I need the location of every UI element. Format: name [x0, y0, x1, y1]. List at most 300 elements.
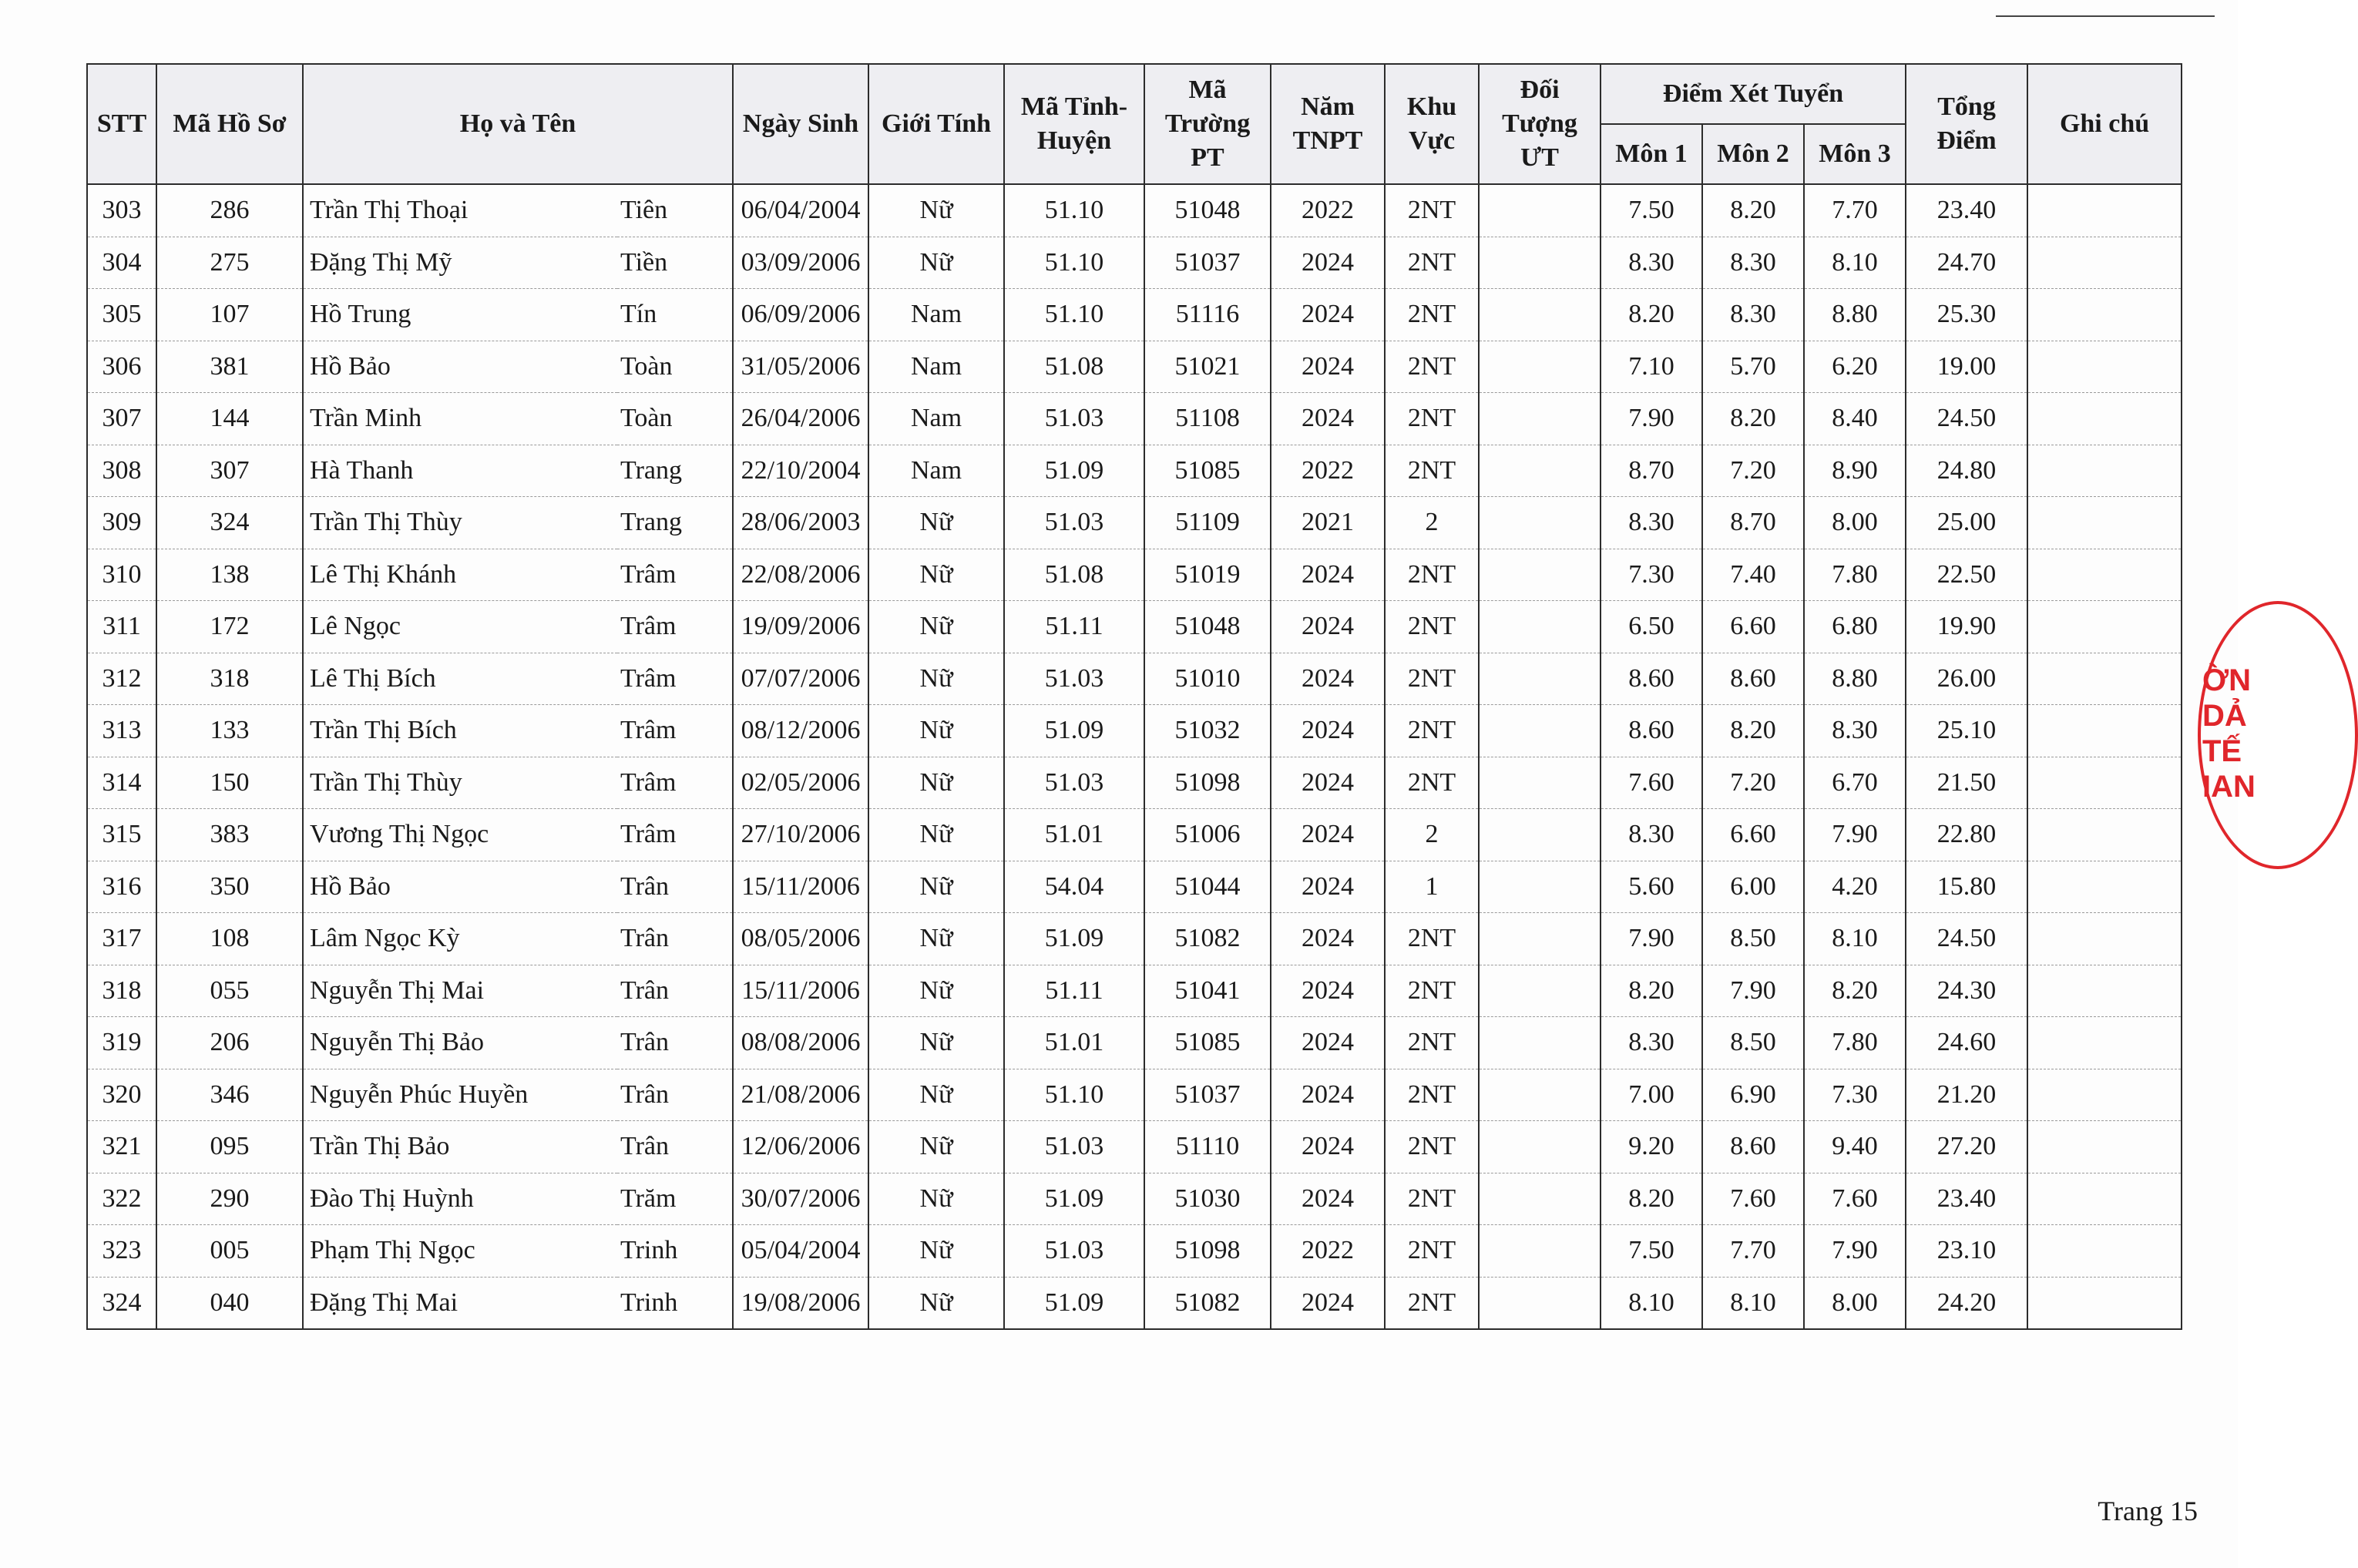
cell-ho-dem: Trần Thị Thùy: [303, 497, 617, 549]
cell-tong-diem: 24.30: [1906, 965, 2027, 1017]
cell-ma-ho-so: 275: [156, 237, 303, 289]
cell-doi-tuong-ut: [1479, 497, 1601, 549]
cell-doi-tuong-ut: [1479, 549, 1601, 601]
cell-nam-tnpt: 2022: [1271, 445, 1385, 497]
cell-ngay-sinh: 15/11/2006: [733, 861, 868, 913]
cell-ma-truong-pt: 51116: [1144, 289, 1271, 341]
cell-ten: Trang: [617, 445, 733, 497]
cell-nam-tnpt: 2024: [1271, 757, 1385, 809]
table-row: [87, 1069, 2182, 1121]
cell-mon1: 8.30: [1601, 1017, 1702, 1069]
cell-ma-truong-pt: 51085: [1144, 1017, 1271, 1069]
cell-ten: Tín: [617, 289, 733, 341]
cell-doi-tuong-ut: [1479, 393, 1601, 445]
header-khu-vuc: Khu Vực: [1385, 64, 1479, 184]
cell-ma-truong-pt: 51110: [1144, 1121, 1271, 1173]
cell-ho-dem: Nguyễn Phúc Huyền: [303, 1069, 617, 1121]
cell-nam-tnpt: 2024: [1271, 1173, 1385, 1225]
cell-khu-vuc: 2NT: [1385, 1017, 1479, 1069]
cell-tong-diem: 24.80: [1906, 445, 2027, 497]
cell-ma-ho-so: 107: [156, 289, 303, 341]
cell-tong-diem: 25.30: [1906, 289, 2027, 341]
cell-ma-ho-so: 040: [156, 1277, 303, 1329]
cell-ma-truong-pt: 51021: [1144, 341, 1271, 393]
cell-tong-diem: 22.50: [1906, 549, 2027, 601]
cell-stt: 312: [87, 653, 156, 705]
cell-ten: Trinh: [617, 1225, 733, 1278]
table-row: [87, 757, 2182, 809]
cell-mon3: 8.20: [1804, 965, 1906, 1017]
cell-mon2: 8.20: [1702, 705, 1804, 757]
cell-ma-ho-so: 005: [156, 1225, 303, 1278]
cell-ten: Trâm: [617, 705, 733, 757]
cell-khu-vuc: 2NT: [1385, 705, 1479, 757]
table-row: [87, 1225, 2182, 1278]
cell-mon2: 7.70: [1702, 1225, 1804, 1278]
cell-mon3: 7.90: [1804, 809, 1906, 861]
cell-khu-vuc: 2NT: [1385, 965, 1479, 1017]
cell-mon1: 7.50: [1601, 184, 1702, 237]
cell-ghi-chu: [2027, 653, 2182, 705]
cell-ma-tinh-huyen: 54.04: [1004, 861, 1144, 913]
cell-ma-truong-pt: 51082: [1144, 1277, 1271, 1329]
cell-ho-dem: Lê Ngọc: [303, 601, 617, 653]
cell-mon3: 7.90: [1804, 1225, 1906, 1278]
cell-ho-dem: Hồ Bảo: [303, 861, 617, 913]
table-row: [87, 341, 2182, 393]
cell-khu-vuc: 2NT: [1385, 913, 1479, 965]
cell-ma-tinh-huyen: 51.01: [1004, 809, 1144, 861]
cell-tong-diem: 23.10: [1906, 1225, 2027, 1278]
cell-mon3: 7.30: [1804, 1069, 1906, 1121]
admission-score-table: [86, 63, 2181, 1330]
cell-mon3: 8.80: [1804, 653, 1906, 705]
cell-ma-tinh-huyen: 51.09: [1004, 1277, 1144, 1329]
cell-ngay-sinh: 26/04/2006: [733, 393, 868, 445]
cell-ma-ho-so: 350: [156, 861, 303, 913]
cell-khu-vuc: 2NT: [1385, 1225, 1479, 1278]
cell-ma-tinh-huyen: 51.11: [1004, 965, 1144, 1017]
header-diem-xet-tuyen: Điểm Xét Tuyển: [1601, 64, 1906, 124]
cell-doi-tuong-ut: [1479, 601, 1601, 653]
cell-gioi-tinh: Nam: [868, 289, 1004, 341]
header-ma-truong-pt: Mã Trường PT: [1144, 64, 1271, 184]
header-ngay-sinh: Ngày Sinh: [733, 64, 868, 184]
cell-mon3: 8.80: [1804, 289, 1906, 341]
cell-tong-diem: 24.20: [1906, 1277, 2027, 1329]
cell-ngay-sinh: 21/08/2006: [733, 1069, 868, 1121]
cell-ten: Toàn: [617, 393, 733, 445]
cell-ma-tinh-huyen: 51.03: [1004, 653, 1144, 705]
cell-ma-tinh-huyen: 51.10: [1004, 184, 1144, 237]
cell-ma-tinh-huyen: 51.03: [1004, 497, 1144, 549]
cell-mon2: 5.70: [1702, 341, 1804, 393]
cell-mon1: 6.50: [1601, 601, 1702, 653]
cell-ho-dem: Lê Thị Khánh: [303, 549, 617, 601]
cell-doi-tuong-ut: [1479, 184, 1601, 237]
cell-ma-tinh-huyen: 51.08: [1004, 549, 1144, 601]
cell-ghi-chu: [2027, 1173, 2182, 1225]
cell-ghi-chu: [2027, 497, 2182, 549]
table-row: [87, 653, 2182, 705]
cell-ngay-sinh: 07/07/2006: [733, 653, 868, 705]
cell-ghi-chu: [2027, 1069, 2182, 1121]
cell-ho-dem: Phạm Thị Ngọc: [303, 1225, 617, 1278]
cell-mon2: 8.30: [1702, 237, 1804, 289]
cell-mon1: 8.20: [1601, 1173, 1702, 1225]
cell-tong-diem: 19.90: [1906, 601, 2027, 653]
cell-khu-vuc: 2NT: [1385, 1277, 1479, 1329]
cell-ma-tinh-huyen: 51.09: [1004, 705, 1144, 757]
cell-gioi-tinh: Nữ: [868, 913, 1004, 965]
cell-stt: 313: [87, 705, 156, 757]
header-gioi-tinh: Giới Tính: [868, 64, 1004, 184]
cell-stt: 319: [87, 1017, 156, 1069]
cell-ngay-sinh: 15/11/2006: [733, 965, 868, 1017]
cell-mon1: 8.60: [1601, 653, 1702, 705]
table-row: [87, 184, 2182, 237]
cell-ghi-chu: [2027, 393, 2182, 445]
cell-doi-tuong-ut: [1479, 237, 1601, 289]
cell-doi-tuong-ut: [1479, 1225, 1601, 1278]
header-stt: STT: [87, 64, 156, 184]
cell-ngay-sinh: 03/09/2006: [733, 237, 868, 289]
header-tong-diem: Tổng Điểm: [1906, 64, 2027, 184]
cell-ma-truong-pt: 51085: [1144, 445, 1271, 497]
cell-ngay-sinh: 08/08/2006: [733, 1017, 868, 1069]
cell-gioi-tinh: Nữ: [868, 1121, 1004, 1173]
cell-ma-truong-pt: 51010: [1144, 653, 1271, 705]
cell-ghi-chu: [2027, 1017, 2182, 1069]
cell-ten: Trâm: [617, 653, 733, 705]
table-row: [87, 237, 2182, 289]
cell-ghi-chu: [2027, 601, 2182, 653]
cell-stt: 314: [87, 757, 156, 809]
table-row: [87, 1173, 2182, 1225]
cell-ten: Trâm: [617, 601, 733, 653]
cell-doi-tuong-ut: [1479, 705, 1601, 757]
cell-ngay-sinh: 06/04/2004: [733, 184, 868, 237]
cell-doi-tuong-ut: [1479, 861, 1601, 913]
cell-khu-vuc: 2NT: [1385, 601, 1479, 653]
cell-ghi-chu: [2027, 1121, 2182, 1173]
cell-mon3: 7.70: [1804, 184, 1906, 237]
cell-ma-truong-pt: 51032: [1144, 705, 1271, 757]
cell-mon3: 7.80: [1804, 549, 1906, 601]
cell-stt: 305: [87, 289, 156, 341]
cell-gioi-tinh: Nam: [868, 393, 1004, 445]
table-row: [87, 601, 2182, 653]
cell-doi-tuong-ut: [1479, 1069, 1601, 1121]
cell-ma-ho-so: 150: [156, 757, 303, 809]
cell-mon1: 7.30: [1601, 549, 1702, 601]
cell-ho-dem: Hà Thanh: [303, 445, 617, 497]
cell-ma-ho-so: 133: [156, 705, 303, 757]
cell-khu-vuc: 2NT: [1385, 1069, 1479, 1121]
cell-ma-truong-pt: 51041: [1144, 965, 1271, 1017]
cell-mon1: 8.70: [1601, 445, 1702, 497]
cell-ghi-chu: [2027, 965, 2182, 1017]
cell-mon2: 8.60: [1702, 653, 1804, 705]
cell-ho-dem: Nguyễn Thị Mai: [303, 965, 617, 1017]
cell-ghi-chu: [2027, 341, 2182, 393]
cell-ho-dem: Trần Thị Bích: [303, 705, 617, 757]
cell-ma-ho-so: 307: [156, 445, 303, 497]
cell-ten: Trân: [617, 1069, 733, 1121]
cell-ten: Toàn: [617, 341, 733, 393]
cell-ho-dem: Hồ Bảo: [303, 341, 617, 393]
cell-ho-dem: Trần Minh: [303, 393, 617, 445]
cell-khu-vuc: 2NT: [1385, 393, 1479, 445]
cell-ma-truong-pt: 51048: [1144, 601, 1271, 653]
cell-ma-tinh-huyen: 51.10: [1004, 1069, 1144, 1121]
cell-gioi-tinh: Nữ: [868, 601, 1004, 653]
table-row: [87, 393, 2182, 445]
cell-mon2: 8.20: [1702, 393, 1804, 445]
cell-ho-dem: Lâm Ngọc Kỳ: [303, 913, 617, 965]
header-nam-tnpt: Năm TNPT: [1271, 64, 1385, 184]
cell-ma-tinh-huyen: 51.01: [1004, 1017, 1144, 1069]
cell-gioi-tinh: Nữ: [868, 549, 1004, 601]
cell-nam-tnpt: 2024: [1271, 237, 1385, 289]
cell-ma-truong-pt: 51037: [1144, 1069, 1271, 1121]
cell-doi-tuong-ut: [1479, 1277, 1601, 1329]
table-row: [87, 445, 2182, 497]
cell-stt: 317: [87, 913, 156, 965]
cell-ten: Trâm: [617, 809, 733, 861]
cell-mon2: 8.60: [1702, 1121, 1804, 1173]
cell-mon2: 7.60: [1702, 1173, 1804, 1225]
cell-stt: 303: [87, 184, 156, 237]
table-row: [87, 913, 2182, 965]
cell-stt: 316: [87, 861, 156, 913]
cell-mon2: 6.60: [1702, 601, 1804, 653]
cell-mon2: 7.20: [1702, 757, 1804, 809]
cell-mon3: 7.60: [1804, 1173, 1906, 1225]
cell-ma-tinh-huyen: 51.03: [1004, 393, 1144, 445]
cell-nam-tnpt: 2024: [1271, 653, 1385, 705]
cell-ho-dem: Lê Thị Bích: [303, 653, 617, 705]
cell-stt: 309: [87, 497, 156, 549]
cell-ma-tinh-huyen: 51.03: [1004, 1121, 1144, 1173]
cell-gioi-tinh: Nữ: [868, 184, 1004, 237]
red-seal-stamp: [2198, 601, 2256, 863]
stamp-text-fragment: IAN: [2202, 770, 2256, 804]
cell-ho-dem: Vương Thị Ngọc: [303, 809, 617, 861]
cell-stt: 322: [87, 1173, 156, 1225]
cell-tong-diem: 25.10: [1906, 705, 2027, 757]
header-ghi-chu: Ghi chú: [2027, 64, 2182, 184]
cell-mon1: 8.10: [1601, 1277, 1702, 1329]
cell-doi-tuong-ut: [1479, 1173, 1601, 1225]
cell-ghi-chu: [2027, 237, 2182, 289]
cell-ghi-chu: [2027, 184, 2182, 237]
cell-khu-vuc: 2: [1385, 497, 1479, 549]
cell-ngay-sinh: 27/10/2006: [733, 809, 868, 861]
header-mon3: Môn 3: [1804, 124, 1906, 184]
cell-ma-tinh-huyen: 51.08: [1004, 341, 1144, 393]
cell-gioi-tinh: Nam: [868, 341, 1004, 393]
cell-ngay-sinh: 06/09/2006: [733, 289, 868, 341]
cell-doi-tuong-ut: [1479, 341, 1601, 393]
cell-ho-dem: Đào Thị Huỳnh: [303, 1173, 617, 1225]
cell-gioi-tinh: Nữ: [868, 653, 1004, 705]
cell-stt: 307: [87, 393, 156, 445]
cell-doi-tuong-ut: [1479, 445, 1601, 497]
cell-ma-ho-so: 346: [156, 1069, 303, 1121]
cell-ho-dem: Trần Thị Thoại: [303, 184, 617, 237]
cell-nam-tnpt: 2024: [1271, 393, 1385, 445]
cell-ho-dem: Trần Thị Bảo: [303, 1121, 617, 1173]
cell-ho-dem: Nguyễn Thị Bảo: [303, 1017, 617, 1069]
cell-doi-tuong-ut: [1479, 1017, 1601, 1069]
cell-nam-tnpt: 2022: [1271, 184, 1385, 237]
cell-stt: 308: [87, 445, 156, 497]
cell-ma-ho-so: 144: [156, 393, 303, 445]
cell-ma-tinh-huyen: 51.10: [1004, 237, 1144, 289]
table-row: [87, 861, 2182, 913]
table-row: [87, 289, 2182, 341]
cell-ma-ho-so: 055: [156, 965, 303, 1017]
cell-ghi-chu: [2027, 445, 2182, 497]
cell-ngay-sinh: 30/07/2006: [733, 1173, 868, 1225]
cell-nam-tnpt: 2024: [1271, 1121, 1385, 1173]
cell-ten: Trân: [617, 1121, 733, 1173]
cell-nam-tnpt: 2024: [1271, 1017, 1385, 1069]
cell-tong-diem: 19.00: [1906, 341, 2027, 393]
cell-mon1: 8.30: [1601, 809, 1702, 861]
cell-mon1: 8.20: [1601, 965, 1702, 1017]
cell-mon2: 7.90: [1702, 965, 1804, 1017]
cell-mon2: 8.50: [1702, 913, 1804, 965]
cell-stt: 304: [87, 237, 156, 289]
cell-ma-truong-pt: 51019: [1144, 549, 1271, 601]
cell-ten: Trăm: [617, 1173, 733, 1225]
cell-ngay-sinh: 22/10/2004: [733, 445, 868, 497]
cell-gioi-tinh: Nữ: [868, 1069, 1004, 1121]
stamp-text-fragment: ỜN: [2202, 663, 2252, 697]
cell-mon1: 7.90: [1601, 393, 1702, 445]
cell-mon3: 7.80: [1804, 1017, 1906, 1069]
table-row: [87, 1017, 2182, 1069]
cell-mon1: 8.20: [1601, 289, 1702, 341]
table-row: [87, 497, 2182, 549]
cell-nam-tnpt: 2021: [1271, 497, 1385, 549]
cell-ngay-sinh: 22/08/2006: [733, 549, 868, 601]
cell-tong-diem: 27.20: [1906, 1121, 2027, 1173]
cell-ma-ho-so: 286: [156, 184, 303, 237]
cell-ten: Trân: [617, 1017, 733, 1069]
header-doi-tuong-ut: Đối Tượng ƯT: [1479, 64, 1601, 184]
cell-ngay-sinh: 08/12/2006: [733, 705, 868, 757]
cell-stt: 318: [87, 965, 156, 1017]
cell-mon3: 9.40: [1804, 1121, 1906, 1173]
cell-ten: Trinh: [617, 1277, 733, 1329]
cell-khu-vuc: 2NT: [1385, 653, 1479, 705]
cell-mon2: 8.10: [1702, 1277, 1804, 1329]
cell-tong-diem: 21.20: [1906, 1069, 2027, 1121]
cell-ho-dem: Đặng Thị Mai: [303, 1277, 617, 1329]
cell-ma-tinh-huyen: 51.03: [1004, 1225, 1144, 1278]
cell-ma-truong-pt: 51098: [1144, 1225, 1271, 1278]
cell-nam-tnpt: 2024: [1271, 913, 1385, 965]
cell-ma-truong-pt: 51109: [1144, 497, 1271, 549]
cell-ghi-chu: [2027, 757, 2182, 809]
cell-nam-tnpt: 2024: [1271, 549, 1385, 601]
cell-nam-tnpt: 2024: [1271, 965, 1385, 1017]
cell-mon1: 7.10: [1601, 341, 1702, 393]
cell-mon2: 8.30: [1702, 289, 1804, 341]
cell-stt: 321: [87, 1121, 156, 1173]
cell-gioi-tinh: Nữ: [868, 237, 1004, 289]
cell-khu-vuc: 2NT: [1385, 341, 1479, 393]
cell-mon2: 8.50: [1702, 1017, 1804, 1069]
cell-tong-diem: 23.40: [1906, 184, 2027, 237]
cell-tong-diem: 21.50: [1906, 757, 2027, 809]
cell-ma-truong-pt: 51082: [1144, 913, 1271, 965]
cell-mon1: 7.00: [1601, 1069, 1702, 1121]
cell-tong-diem: 15.80: [1906, 861, 2027, 913]
cell-nam-tnpt: 2024: [1271, 1277, 1385, 1329]
cell-ghi-chu: [2027, 705, 2182, 757]
cell-mon1: 7.90: [1601, 913, 1702, 965]
cell-ma-truong-pt: 51006: [1144, 809, 1271, 861]
cell-ma-ho-so: 206: [156, 1017, 303, 1069]
cell-doi-tuong-ut: [1479, 757, 1601, 809]
cell-ma-tinh-huyen: 51.09: [1004, 445, 1144, 497]
cell-ma-ho-so: 172: [156, 601, 303, 653]
cell-khu-vuc: 2NT: [1385, 237, 1479, 289]
cell-ma-ho-so: 108: [156, 913, 303, 965]
cell-doi-tuong-ut: [1479, 289, 1601, 341]
cell-mon1: 8.30: [1601, 237, 1702, 289]
cell-nam-tnpt: 2024: [1271, 289, 1385, 341]
cell-nam-tnpt: 2024: [1271, 809, 1385, 861]
cell-mon1: 9.20: [1601, 1121, 1702, 1173]
page-number: Trang 15: [2098, 1496, 2198, 1526]
cell-ma-tinh-huyen: 51.09: [1004, 913, 1144, 965]
cell-gioi-tinh: Nữ: [868, 757, 1004, 809]
table-row: [87, 809, 2182, 861]
cell-nam-tnpt: 2024: [1271, 705, 1385, 757]
cell-mon2: 8.20: [1702, 184, 1804, 237]
cell-ghi-chu: [2027, 1225, 2182, 1278]
cell-ngay-sinh: 02/05/2006: [733, 757, 868, 809]
top-edge-line: [1996, 15, 2215, 17]
cell-khu-vuc: 2NT: [1385, 184, 1479, 237]
cell-mon2: 6.60: [1702, 809, 1804, 861]
cell-mon3: 6.20: [1804, 341, 1906, 393]
cell-khu-vuc: 2NT: [1385, 1173, 1479, 1225]
cell-ngay-sinh: 31/05/2006: [733, 341, 868, 393]
cell-gioi-tinh: Nữ: [868, 1017, 1004, 1069]
cell-gioi-tinh: Nữ: [868, 497, 1004, 549]
cell-ghi-chu: [2027, 289, 2182, 341]
cell-khu-vuc: 2NT: [1385, 757, 1479, 809]
cell-khu-vuc: 2NT: [1385, 445, 1479, 497]
cell-khu-vuc: 2NT: [1385, 289, 1479, 341]
cell-mon3: 6.80: [1804, 601, 1906, 653]
cell-khu-vuc: 2: [1385, 809, 1479, 861]
cell-tong-diem: 24.50: [1906, 913, 2027, 965]
cell-doi-tuong-ut: [1479, 1121, 1601, 1173]
cell-mon2: 6.00: [1702, 861, 1804, 913]
cell-mon3: 8.40: [1804, 393, 1906, 445]
cell-nam-tnpt: 2024: [1271, 1069, 1385, 1121]
cell-ma-tinh-huyen: 51.03: [1004, 757, 1144, 809]
cell-ho-dem: Đặng Thị Mỹ: [303, 237, 617, 289]
cell-ngay-sinh: 12/06/2006: [733, 1121, 868, 1173]
